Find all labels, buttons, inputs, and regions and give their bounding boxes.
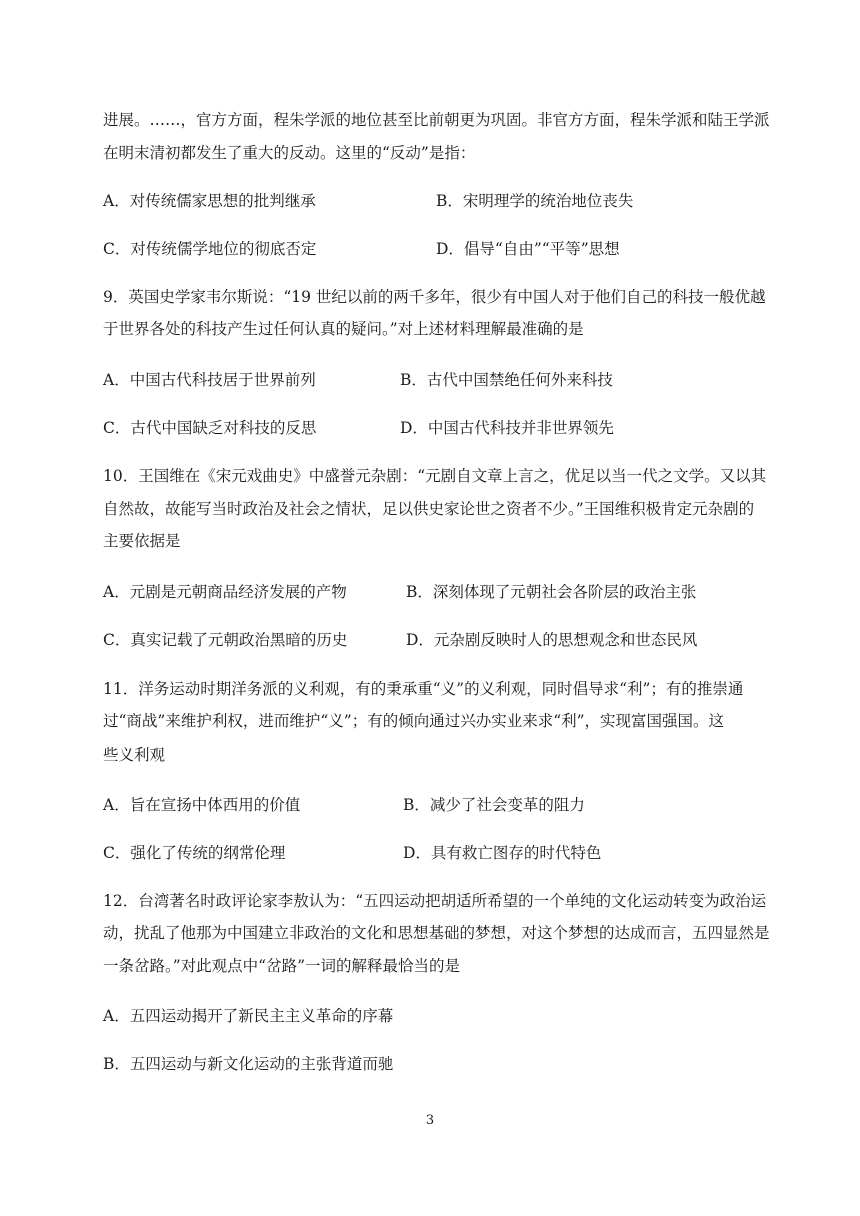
q8-stem-line-1: 进展。……，官方方面，程朱学派的地位甚至比前朝更为巩固。非官方方面，程朱学派和陆王学派 xyxy=(103,111,770,129)
page-number: 3 xyxy=(425,1113,435,1128)
q10-option-b[interactable]: B．深刻体现了元朝社会各阶层的政治主张 xyxy=(406,583,697,601)
q9-option-c[interactable]: C．古代中国缺乏对科技的反思 xyxy=(103,419,317,437)
q11-option-a[interactable]: A．旨在宣扬中体西用的价值 xyxy=(103,796,301,814)
q11-stem-line-2: 过“商战”来维护利权，进而维护“义”；有的倾向通过兴办实业来求“利”，实现富国强国。这 xyxy=(103,712,725,730)
q12-stem-line-3: 一条岔路。”对此观点中“岔路”一词的解释最恰当的是 xyxy=(103,957,461,975)
q12-stem-line-1: 12．台湾著名时政评论家李敖认为：“五四运动把胡适所希望的一个单纯的文化运动转变为政治运 xyxy=(103,892,767,910)
q8-stem-line-2: 在明末清初都发生了重大的反动。这里的“反动”是指： xyxy=(103,144,476,162)
q8-option-d[interactable]: D．倡导“自由”“平等”思想 xyxy=(436,240,620,258)
q10-option-a[interactable]: A．元剧是元朝商品经济发展的产物 xyxy=(103,583,347,601)
q9-option-d[interactable]: D．中国古代科技并非世界领先 xyxy=(400,419,614,437)
q11-stem-line-1: 11．洋务运动时期洋务派的义利观，有的秉承重“义”的义利观，同时倡导求“利”；有的推崇通 xyxy=(103,680,744,698)
q10-stem-line-3: 主要依据是 xyxy=(103,532,181,550)
q9-option-a[interactable]: A．中国古代科技居于世界前列 xyxy=(103,371,316,389)
q12-option-b[interactable]: B．五四运动与新文化运动的主张背道而驰 xyxy=(103,1055,394,1073)
q11-option-c[interactable]: C．强化了传统的纲常伦理 xyxy=(103,844,286,862)
q9-stem-line-2: 于世界各处的科技产生过任何认真的疑问。”对上述材料理解最准确的是 xyxy=(103,320,584,338)
q12-option-a[interactable]: A．五四运动揭开了新民主主义革命的序幕 xyxy=(103,1007,394,1025)
q8-option-b[interactable]: B．宋明理学的统治地位丧失 xyxy=(436,192,634,210)
q8-option-a[interactable]: A．对传统儒家思想的批判继承 xyxy=(103,192,316,210)
q11-option-b[interactable]: B．减少了社会变革的阻力 xyxy=(403,796,585,814)
q9-option-b[interactable]: B．古代中国禁绝任何外来科技 xyxy=(400,371,613,389)
q8-option-c[interactable]: C．对传统儒学地位的彻底否定 xyxy=(103,240,317,258)
q10-option-d[interactable]: D．元杂剧反映时人的思想观念和世态民风 xyxy=(406,631,698,649)
q12-stem-line-2: 动，扰乱了他那为中国建立非政治的文化和思想基础的梦想，对这个梦想的达成而言，五四显然是 xyxy=(103,924,770,942)
q10-stem-line-2: 自然故，故能写当时政治及社会之情状，足以供史家论世之资者不少。”王国维积极肯定元杂剧的 xyxy=(103,500,755,518)
q11-stem-line-3: 些义利观 xyxy=(103,746,166,764)
q10-option-c[interactable]: C．真实记载了元朝政治黑暗的历史 xyxy=(103,631,348,649)
q10-stem-line-1: 10．王国维在《宋元戏曲史》中盛誉元杂剧：“元剧自文章上言之，优足以当一代之文学。又以其 xyxy=(103,467,767,485)
q11-option-d[interactable]: D．具有救亡图存的时代特色 xyxy=(403,844,602,862)
q9-stem-line-1: 9．英国史学家韦尔斯说：“19 世纪以前的两千多年，很少有中国人对于他们自己的科技一般优越 xyxy=(103,288,766,306)
